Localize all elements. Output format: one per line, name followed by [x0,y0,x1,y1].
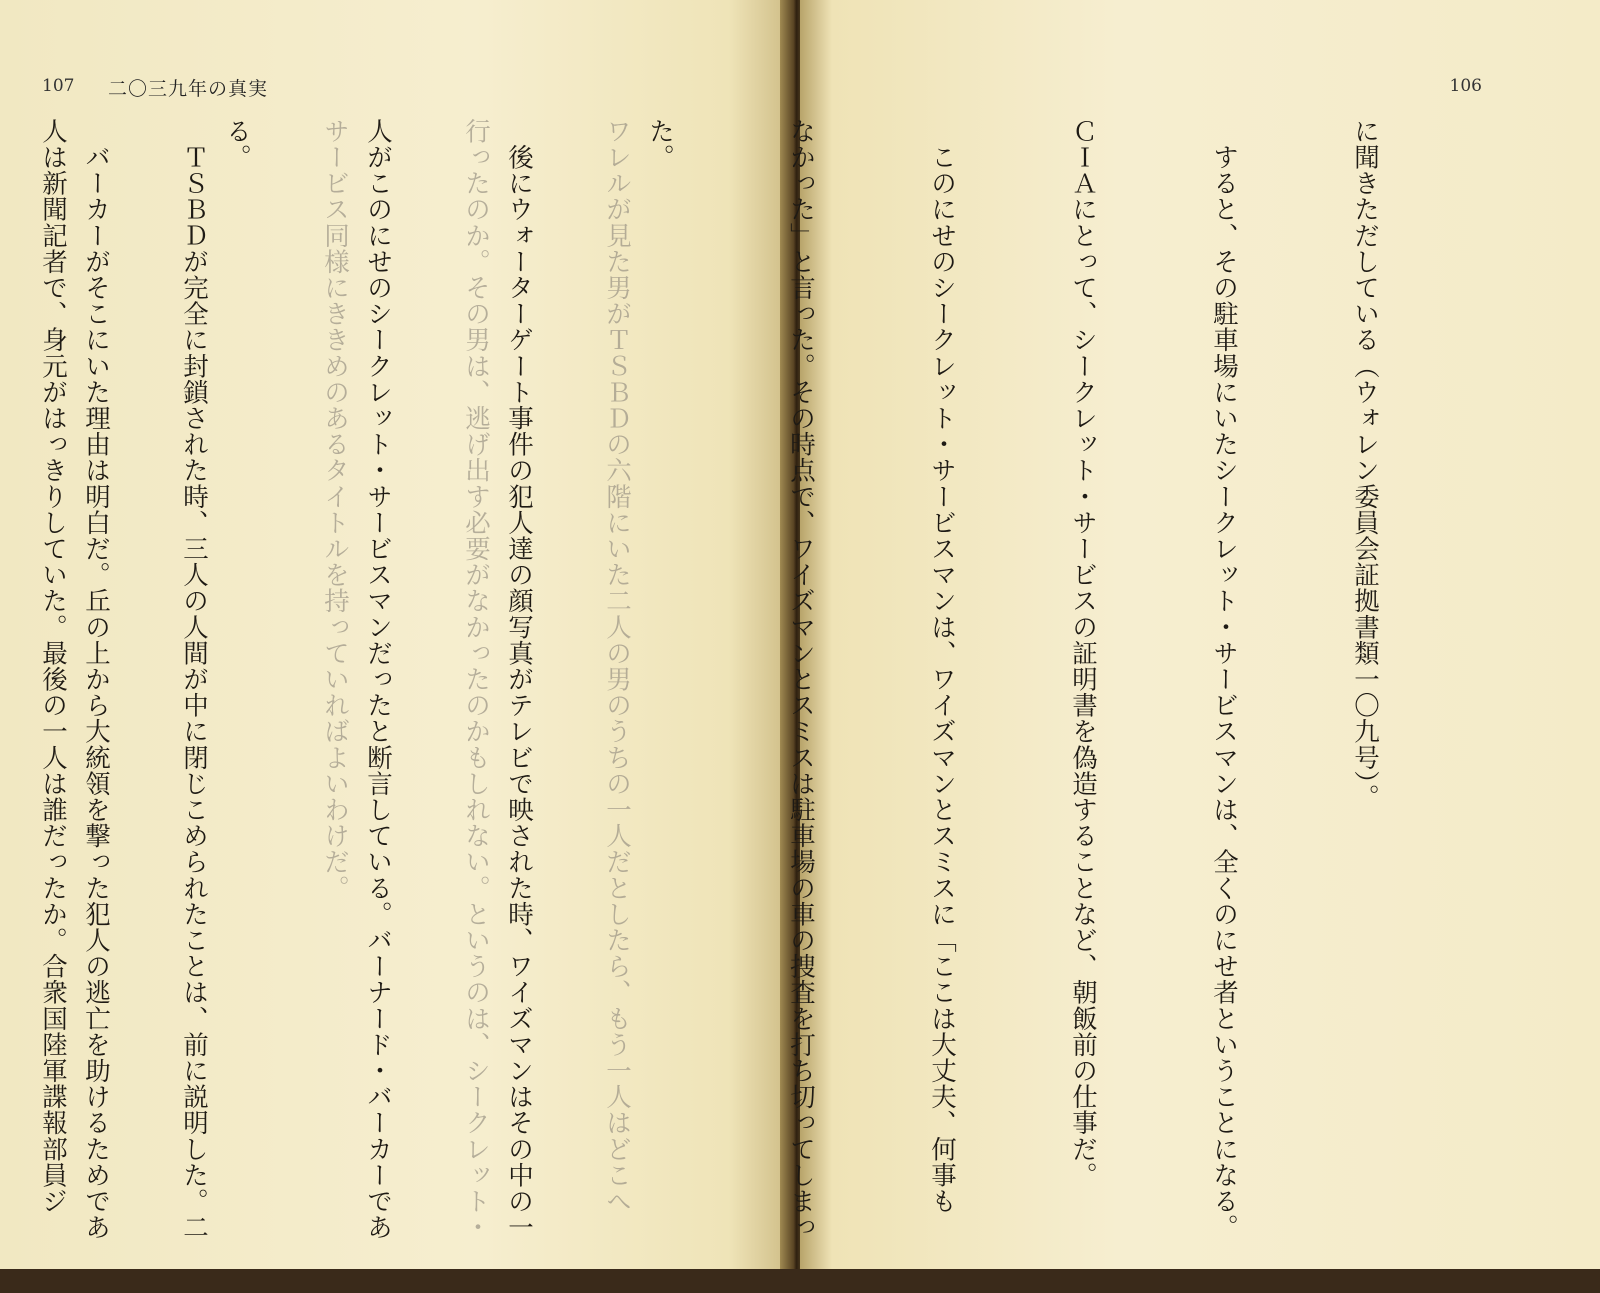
text-line: このにせのシークレット・サービスマンは、ワイズマンとスミスに「ここは大丈夫、何事も [927,118,957,1215]
text-line: ＴＳＢＤが完全に封鎖された時、三人の人間が中に閉じこめられたことは、前に説明した。二 [179,118,209,1241]
running-head: 二〇三九年の真実 [108,78,269,100]
text-line: 行ったのか。その男は、逃げ出す必要がなかったのかもしれない。というのは、シークレット・ [461,118,491,1241]
text-line: ＣＩＡにとって、シークレット・サービスの証明書を偽造することなど、朝飯前の仕事だ。 [1068,118,1098,1189]
text-line: サービス同様にききめのあるタイトルを持っていればよいわけだ。 [320,118,350,901]
text-line: なかった」と言った。その時点で、ワイズマンとスミスは駐車場の車の捜査を打ち切ってしまっ [786,118,816,1241]
text-line: る。 [222,118,252,171]
text-line: ワレルが見た男がＴＳＢＤの六階にいた二人の男のうちの一人だとしたら、もう一人はどこへ [602,118,632,1215]
text-line: た。 [645,118,675,171]
text-line: 後にウォーターゲート事件の犯人達の顔写真がテレビで映された時、ワイズマンはその中の一 [504,118,534,1241]
text-line: すると、その駐車場にいたシークレット・サービスマンは、全くのにせ者ということになる。 [1209,118,1239,1241]
text-line: に聞きただしている（ウォレン委員会証拠書類一〇九号）。 [1350,118,1380,810]
left-page-number: 107 [42,76,75,96]
text-line: バーカーがそこにいた理由は明白だ。丘の上から大統領を撃った犯人の逃亡を助けるためであ [81,118,111,1241]
text-line: 人は新聞記者で、身元がはっきりしていた。最後の一人は誰だったか。合衆国陸軍諜報部員ジ [38,118,68,1215]
right-page-number: 106 [1449,76,1482,96]
text-line: 人がこのにせのシークレット・サービスマンだったと断言している。バーナード・バーカーであ [363,118,393,1241]
